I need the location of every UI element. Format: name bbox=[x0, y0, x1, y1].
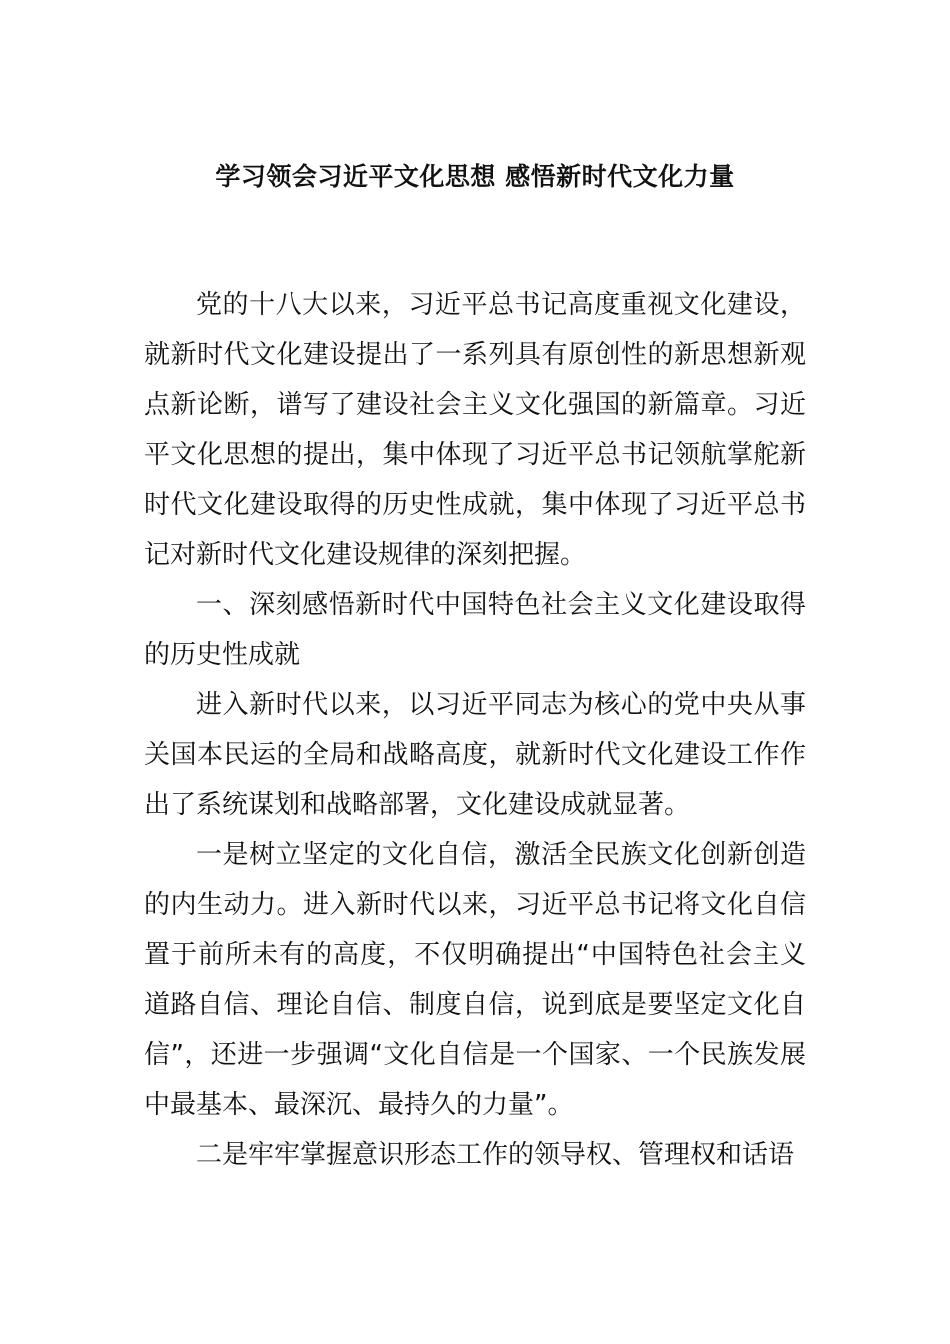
section-1-paragraph: 进入新时代以来，以习近平同志为核心的党中央从事关国本民运的全局和战略高度，就新时代文化建设工作作出了系统谋划和战略部署，文化建设成就显著。 bbox=[144, 690, 806, 820]
intro-paragraph: 党的十八大以来，习近平总书记高度重视文化建设，就新时代文化建设提出了一系列具有原创性的新思想新观点新论断，谱写了建设社会主义文化强国的新篇章。习近平文化思想的提出，集中体现了习近平总书记领航掌舵新时代文化建设取得的历史性成就，集中体现了习近平总书记对新时代文化建设规律的深刻把握。 bbox=[144, 290, 806, 570]
point-2-paragraph: 二是牢牢掌握意识形态工作的领导权、管理权和话语 bbox=[196, 1140, 795, 1170]
document-title: 学习领会习近平文化思想 感悟新时代文化力量 bbox=[215, 162, 735, 191]
section-heading-1: 一、深刻感悟新时代中国特色社会主义文化建设取得的历史性成就 bbox=[144, 590, 806, 670]
point-1-paragraph: 一是树立坚定的文化自信，激活全民族文化创新创造的内生动力。进入新时代以来，习近平总书记将文化自信置于前所未有的高度，不仅明确提出“中国特色社会主义道路自信、理论自信、制度自信，说到底是要坚定文化自信”，还进一步强调“文化自信是一个国家、一个民族发展中最基本、最深沉、最持久的力量”。 bbox=[144, 840, 806, 1120]
document-body bbox=[144, 280, 806, 1180]
